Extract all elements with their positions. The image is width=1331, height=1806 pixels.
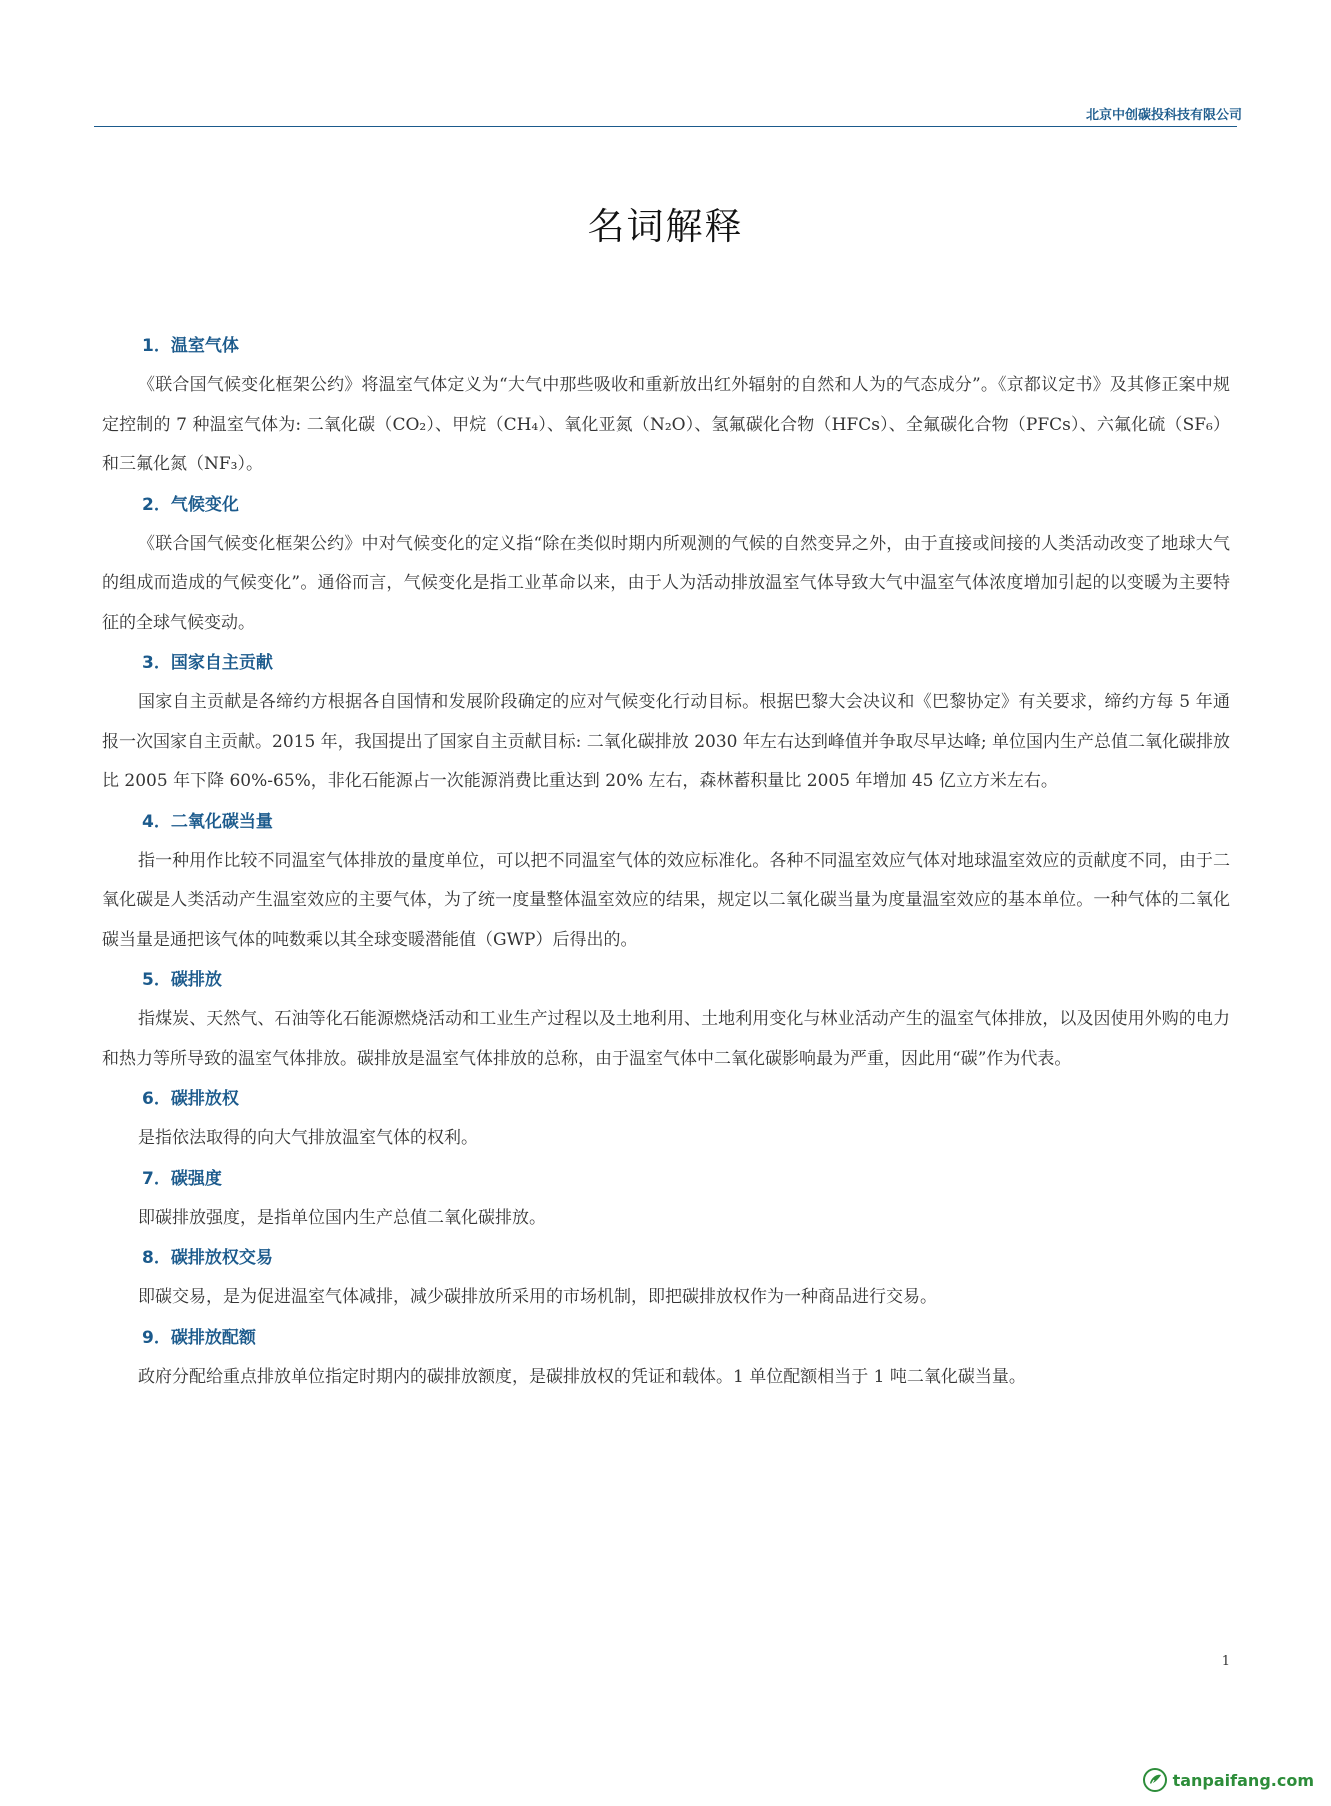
section-body: 指一种用作比较不同温室气体排放的量度单位，可以把不同温室气体的效应标准化。各种不同温室效应气体对地球温室效应的贡献度不同，由于二氧化碳是人类活动产生温室效应的主要气体，为了统一度量整体温室效应的结果，规定以二氧化碳当量为度量温室效应的基本单位。一种气体的二氧化碳当量是通把该气体的吨数乘以其全球变暖潜能值（GWP）后得出的。 (102, 850, 1230, 950)
header-divider (94, 126, 1237, 127)
section-body: 《联合国气候变化框架公约》将温室气体定义为“大气中那些吸收和重新放出红外辐射的自然和人为的气态成分”。《京都议定书》及其修正案中规定控制的 7 种温室气体为: 二氧化碳（CO₂）、甲烷（CH₄）、氧化亚氮（N₂O）、氢氟碳化合物（HFCs）、全氟碳化合物（PFCs）、六氟化硫（SF₆）和三氟化氮（NF₃）。 (102, 375, 1230, 474)
section-heading: 4．二氧化碳当量 (142, 811, 273, 832)
section-emission-right (102, 1079, 1230, 1159)
section-heading: 9．碳排放配额 (142, 1327, 256, 1348)
section-heading: 1．温室气体 (142, 336, 239, 356)
section-heading: 7．碳强度 (142, 1168, 222, 1189)
section-carbon-intensity (102, 1159, 1230, 1239)
header-company-name: 北京中创碳投科技有限公司 (1085, 108, 1242, 123)
section-body: 即碳交易，是为促进温室气体减排，减少碳排放所采用的市场机制，即把碳排放权作为一种商品进行交易。 (138, 1287, 937, 1307)
section-emission-trading (102, 1238, 1230, 1318)
watermark (1143, 1768, 1314, 1792)
watermark-text: tanpaifang.com (1172, 1770, 1314, 1790)
page-title: 名词解释 (587, 205, 744, 248)
section-carbon-emission (102, 960, 1230, 1079)
section-body: 是指依法取得的向大气排放温室气体的权利。 (138, 1128, 478, 1148)
section-co2-equivalent (102, 802, 1230, 961)
section-greenhouse-gas (102, 326, 1230, 485)
section-heading: 2．气候变化 (142, 494, 239, 515)
section-body: 指煤炭、天然气、石油等化石能源燃烧活动和工业生产过程以及土地利用、土地利用变化与林业活动产生的温室气体排放，以及因使用外购的电力和热力等所导致的温室气体排放。碳排放是温室气体排放的总称，由于温室气体中二氧化碳影响最为严重，因此用“碳”作为代表。 (102, 1009, 1230, 1069)
tanpaifang-logo-icon (1143, 1768, 1167, 1792)
section-emission-allowance (102, 1318, 1230, 1398)
section-body: 《联合国气候变化框架公约》中对气候变化的定义指“除在类似时期内所观测的气候的自然变异之外，由于直接或间接的人类活动改变了地球大气的组成而造成的气候变化”。通俗而言，气候变化是指工业革命以来，由于人为活动排放温室气体导致大气中温室气体浓度增加引起的以变暖为主要特征的全球气候变动。 (102, 533, 1230, 633)
section-body: 即碳排放强度，是指单位国内生产总值二氧化碳排放。 (138, 1207, 546, 1228)
section-climate-change (102, 485, 1230, 644)
section-heading: 3．国家自主贡献 (142, 653, 273, 673)
section-heading: 5．碳排放 (142, 970, 222, 990)
glossary-content (102, 326, 1230, 1397)
section-heading: 6．碳排放权 (142, 1089, 239, 1109)
section-heading: 8．碳排放权交易 (142, 1248, 273, 1268)
section-ndc (102, 643, 1230, 802)
section-body: 政府分配给重点排放单位指定时期内的碳排放额度，是碳排放权的凭证和载体。1 单位配额相当于 1 吨二氧化碳当量。 (138, 1366, 1026, 1387)
page-number: 1 (1221, 1654, 1230, 1669)
section-body: 国家自主贡献是各缔约方根据各自国情和发展阶段确定的应对气候变化行动目标。根据巴黎大会决议和《巴黎协定》有关要求，缔约方每 5 年通报一次国家自主贡献。2015 年，我国提出了国家自主贡献目标: 二氧化碳排放 2030 年左右达到峰值并争取尽早达峰; 单位国内生产总值二氧化碳排放比 2005 年下降 60%-65%，非化石能源占一次能源消费比重达到 20% 左右，森林蓄积量比 2005 年增加 45 亿立方米左右。 (102, 692, 1230, 791)
